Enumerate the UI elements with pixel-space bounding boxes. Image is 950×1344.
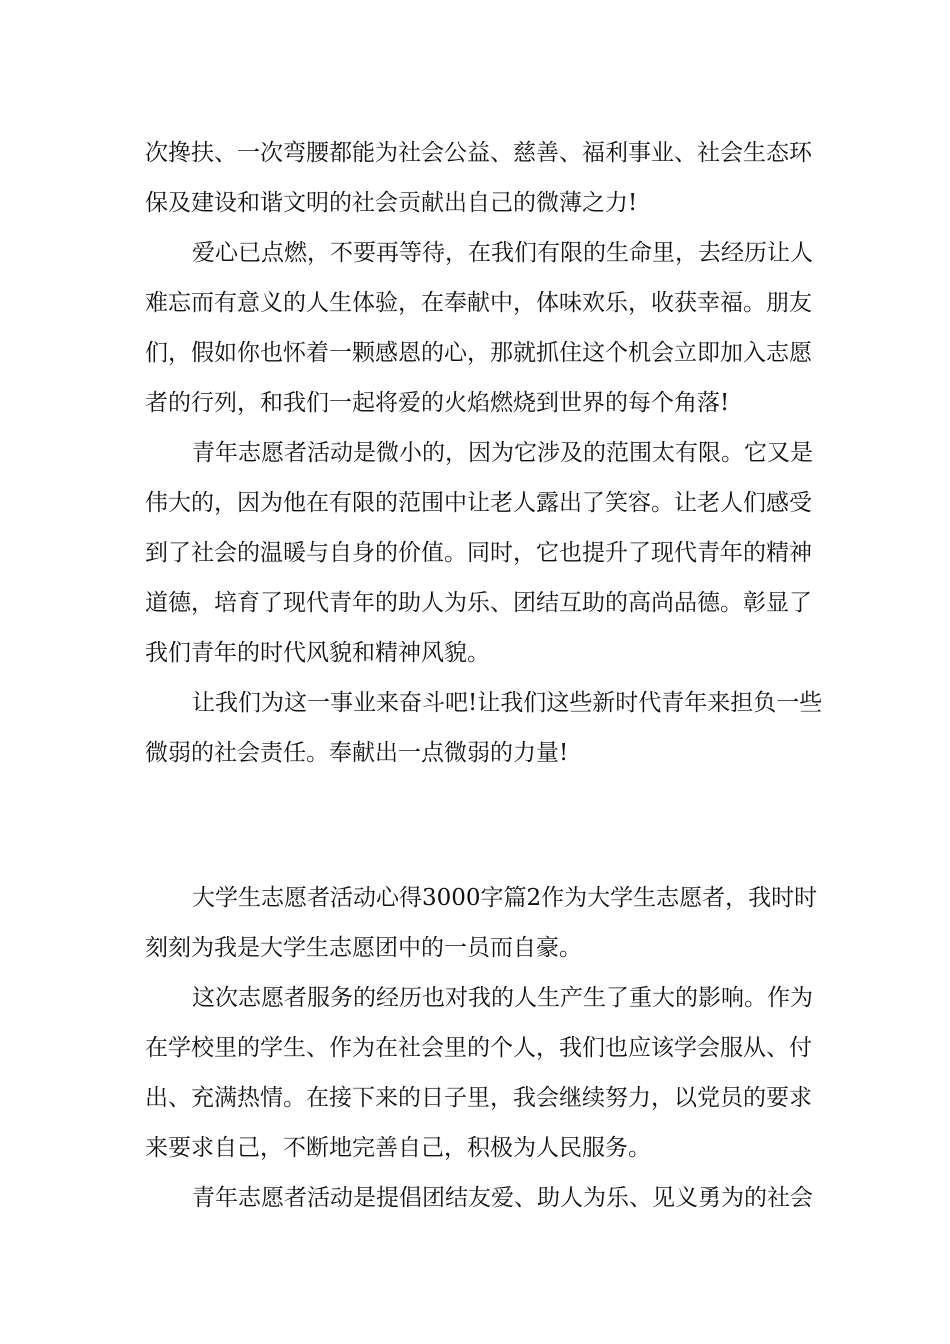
paragraph-line: 青年志愿者活动是微小的，因为它涉及的范围太有限。它又是: [192, 440, 813, 466]
paragraph-line: 道德，培育了现代青年的助人为乐、团结互助的高尚品德。彰显了: [145, 590, 812, 616]
paragraph-line: 来要求自己，不断地完善自己，积极为人民服务。: [145, 1135, 651, 1161]
paragraph-line: 青年志愿者活动是提倡团结友爱、助人为乐、见义勇为的社会: [192, 1185, 813, 1211]
paragraph-line: 微弱的社会责任。奉献出一点微弱的力量!: [145, 740, 569, 766]
paragraph-line: 者的行列，和我们一起将爱的火焰燃烧到世界的每个角落!: [145, 390, 730, 416]
paragraph-line: 伟大的，因为他在有限的范围中让老人露出了笑容。让老人们感受: [145, 490, 812, 516]
paragraph-line: 让我们为这一事业来奋斗吧!让我们这些新时代青年来担负一些: [192, 690, 823, 716]
paragraph-line: 保及建设和谐文明的社会贡献出自己的微薄之力!: [145, 190, 638, 216]
paragraph-line: 在学校里的学生、作为在社会里的个人，我们也应该学会服从、付: [145, 1035, 812, 1061]
paragraph-line: 刻刻为我是大学生志愿团中的一员而自豪。: [145, 935, 582, 961]
paragraph-line: 爱心已点燃，不要再等待，在我们有限的生命里，去经历让人: [192, 240, 813, 266]
paragraph-line: 出、充满热情。在接下来的日子里，我会继续努力，以党员的要求: [145, 1085, 812, 1111]
paragraph-line: 难忘而有意义的人生体验，在奉献中，体味欢乐，收获幸福。朋友: [145, 290, 812, 316]
paragraph-line: 到了社会的温暖与自身的价值。同时，它也提升了现代青年的精神: [145, 540, 812, 566]
paragraph-line: 们，假如你也怀着一颗感恩的心，那就抓住这个机会立即加入志愿: [145, 340, 812, 366]
paragraph-line: 这次志愿者服务的经历也对我的人生产生了重大的影响。作为: [192, 985, 813, 1011]
paragraph-line: 次搀扶、一次弯腰都能为社会公益、慈善、福利事业、社会生态环: [145, 140, 812, 166]
paragraph-line: 大学生志愿者活动心得3000字篇2作为大学生志愿者，我时时: [192, 885, 818, 911]
paragraph-line: 我们青年的时代风貌和精神风貌。: [145, 640, 490, 666]
